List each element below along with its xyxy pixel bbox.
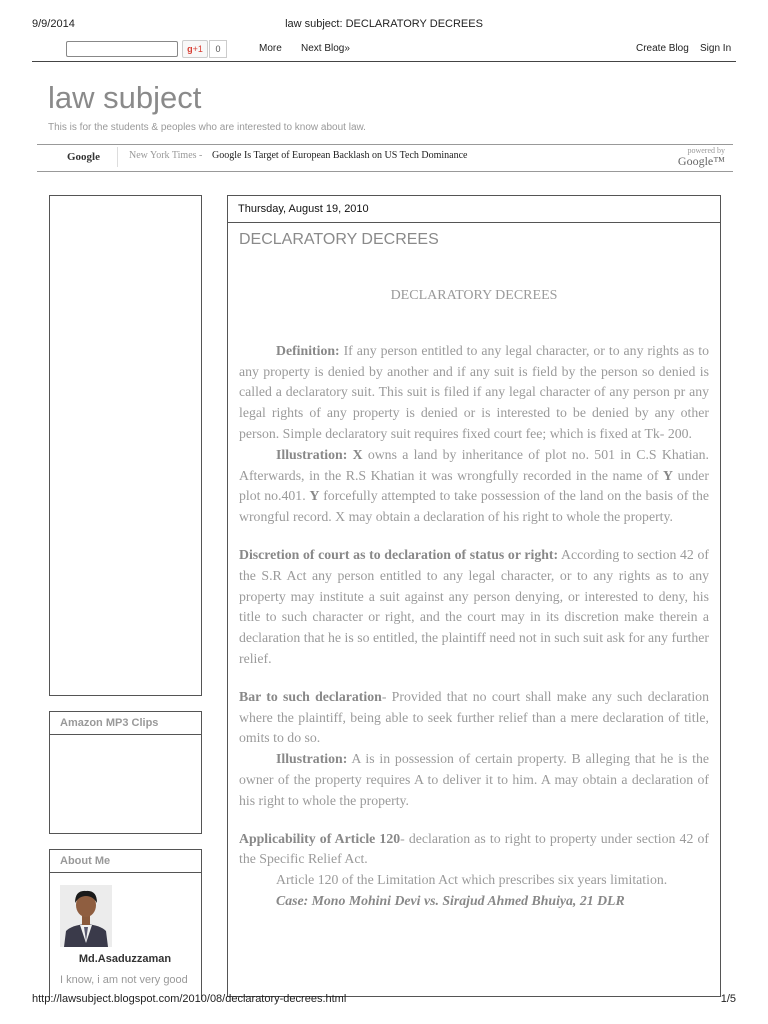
illustration-paragraph: Illustration: X owns a land by inheritance of plot no. 501 in C.S Khatian. Afterwards, in the R.S Khatian it was wrongfully recorded in the name of Y under plot no.401. Y forcefully attempted to take possession of the land on the basis of the wrongful record. X may obtain a declaration of his right to whole the property. bbox=[239, 446, 709, 525]
post-box bbox=[227, 195, 721, 997]
powered-by-google: powered by Google™ bbox=[677, 146, 725, 168]
author-name-link[interactable]: Md.Asaduzzaman bbox=[78, 953, 172, 965]
print-url: http://lawsubject.blogspot.com/2010/08/declaratory-decrees.html bbox=[32, 993, 347, 1005]
sign-in-link[interactable]: Sign In bbox=[700, 43, 732, 54]
post-heading: DECLARATORY DECREES bbox=[390, 288, 558, 303]
definition-paragraph: Definition: If any person entitled to any legal character, or to any rights as to any property is denied by another and if any suit is field by the person so denied is called a declaratory suit. This suit is filed if any legal character of any person pr any legal rights of any property is denied or is interested to be denied by any other person. Simple declaratory suit requires fixed court fee; which is fixed at Tk- 200. bbox=[239, 342, 709, 441]
discretion-paragraph: Discretion of court as to declaration of status or right: According to section 42 of the S.R Act any person entitled to any legal character, or to any rights as to any property may institute a suit against any person denying, or interested to deny, his title to such character or right, and the court may in its discretion make therein a declaration that he is so entitled, the plaintiff need not in such suit ask for any further relief. bbox=[239, 546, 709, 666]
blog-title[interactable]: law subject bbox=[48, 80, 202, 115]
ticker-google-logo: Google bbox=[67, 151, 100, 163]
print-page-number: 1/5 bbox=[720, 993, 736, 1005]
post-title[interactable]: DECLARATORY DECREES bbox=[239, 231, 439, 248]
blog-description: This is for the students & peoples who are interested to know about law. bbox=[48, 122, 366, 133]
sidebar-widget-empty bbox=[49, 195, 202, 696]
navbar-divider bbox=[32, 61, 736, 62]
gplus-button[interactable]: g+1 bbox=[182, 40, 208, 58]
amazon-widget-title: Amazon MP3 Clips bbox=[50, 712, 201, 735]
author-bio: I know, i am not very good bbox=[60, 974, 188, 986]
ticker-separator bbox=[117, 147, 118, 167]
limitation-line: Article 120 of the Limitation Act which prescribes six years limitation. bbox=[276, 872, 668, 888]
bar-paragraph: Bar to such declaration- Provided that no court shall make any such declaration where the plaintiff, being able to seek further relief than a mere declaration of title, omits to do so. bbox=[239, 688, 709, 746]
news-ticker bbox=[37, 144, 733, 172]
gplus-count: 0 bbox=[209, 40, 227, 58]
about-me-title: About Me bbox=[50, 850, 201, 873]
case-citation: Case: Mono Mohini Devi vs. Sirajud Ahmed Bhuiya, 21 DLR bbox=[276, 892, 625, 908]
ticker-source: New York Times - bbox=[129, 150, 203, 161]
about-me-widget bbox=[49, 849, 202, 1000]
ticker-headline-link[interactable]: Google Is Target of European Backlash on US Tech Dominance bbox=[212, 150, 468, 161]
navbar-search-input[interactable] bbox=[66, 41, 178, 57]
print-date: 9/9/2014 bbox=[32, 18, 75, 30]
blogger-navbar bbox=[32, 38, 736, 62]
applicability-paragraph: Applicability of Article 120- declaration as to right to property under section 42 of the Specific Relief Act. bbox=[239, 830, 709, 867]
more-link[interactable]: More bbox=[259, 43, 282, 54]
post-date: Thursday, August 19, 2010 bbox=[228, 196, 720, 223]
post-body bbox=[239, 286, 709, 912]
author-avatar[interactable] bbox=[60, 885, 112, 947]
print-title: law subject: DECLARATORY DECREES bbox=[285, 18, 483, 30]
next-blog-link[interactable]: Next Blog» bbox=[301, 43, 350, 54]
illustration-2-paragraph: Illustration: A is in possession of certain property. B alleging that he is the owner of the property requires A to deliver it to him. A may obtain a declaration of his right to whole the property. bbox=[239, 751, 709, 808]
amazon-mp3-widget bbox=[49, 711, 202, 834]
create-blog-link[interactable]: Create Blog bbox=[636, 43, 689, 54]
